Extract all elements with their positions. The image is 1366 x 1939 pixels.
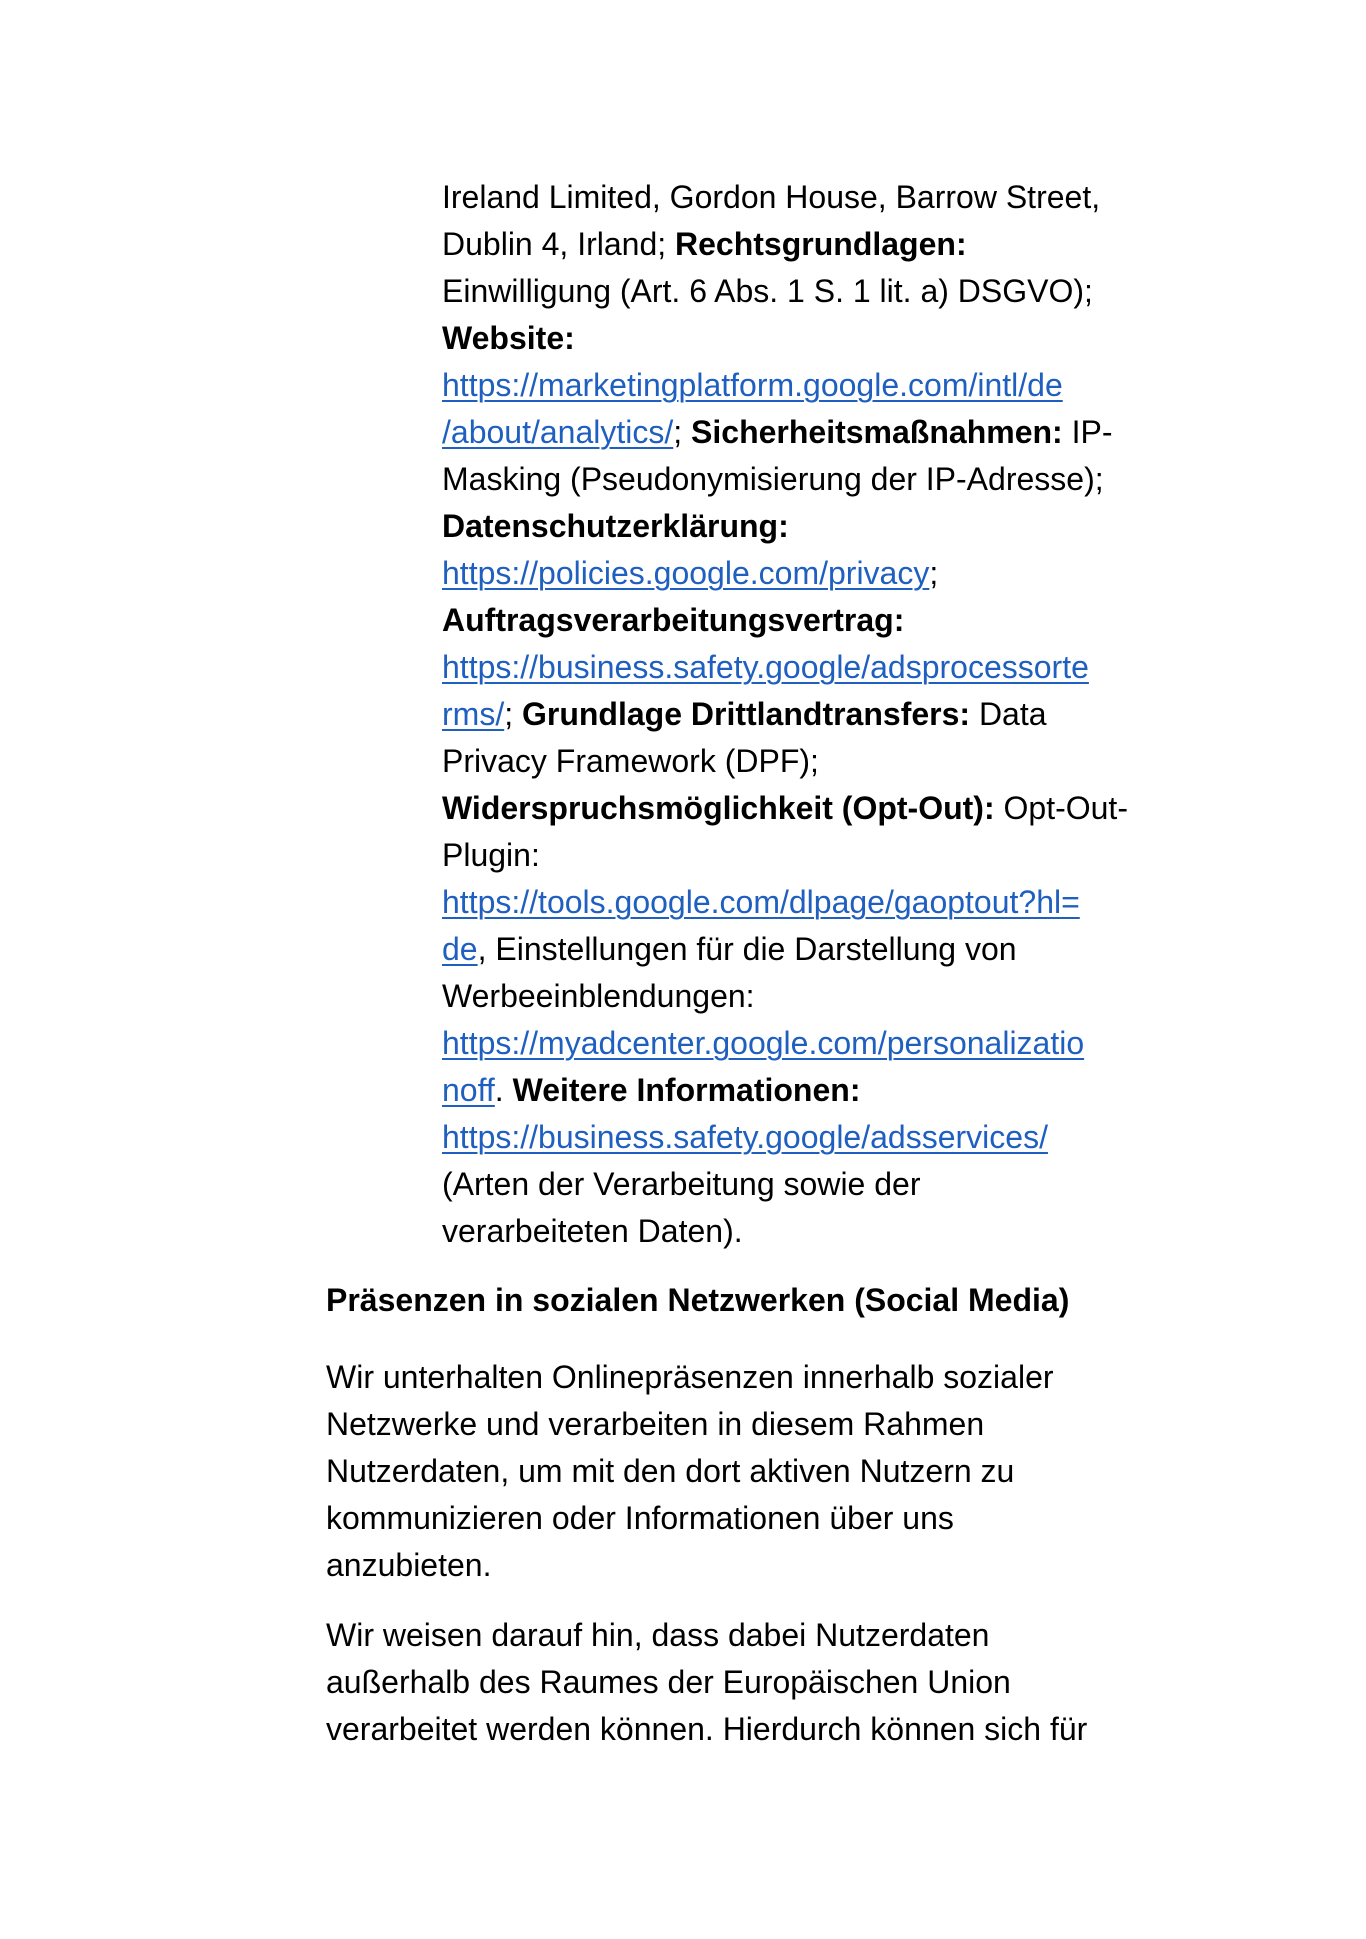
text-line: Widerspruchsmöglichkeit (Opt-Out): Opt-Out- <box>442 790 1128 826</box>
text-line: /about/analytics/; Sicherheitsmaßnahmen: IP- <box>442 414 1113 450</box>
label-opt-out: Widerspruchsmöglichkeit (Opt-Out): <box>442 790 995 826</box>
text-line: noff. Weitere Informationen: <box>442 1072 861 1108</box>
processor-terms-link[interactable]: https://business.safety.google/adsprocessorte <box>442 649 1089 685</box>
label-weitere-informationen: Weitere Informationen: <box>512 1072 861 1108</box>
processor-terms-link-continued[interactable]: rms/ <box>442 696 505 732</box>
text-line: https://policies.google.com/privacy; <box>442 555 939 591</box>
opt-out-plugin-link-continued[interactable]: de <box>442 931 478 967</box>
text-line: Ireland Limited, Gordon House, Barrow Street, <box>442 179 1101 215</box>
text-line <box>442 1020 1162 1067</box>
text-line: Wir unterhalten Onlinepräsenzen innerhalb sozialer <box>326 1359 1054 1395</box>
text-line: Nutzerdaten, um mit den dort aktiven Nutzern zu <box>326 1453 1015 1489</box>
text-line: (Arten der Verarbeitung sowie der <box>442 1166 921 1202</box>
text-line: Plugin: <box>442 837 540 873</box>
label-drittlandtransfers: Grundlage Drittlandtransfers: <box>521 696 971 732</box>
privacy-policy-link[interactable]: https://policies.google.com/privacy <box>442 555 930 591</box>
text-line: Dublin 4, Irland; Rechtsgrundlagen: <box>442 226 967 262</box>
text-line: Masking (Pseudonymisierung der IP-Adresse); <box>442 461 1104 497</box>
text-line: de, Einstellungen für die Darstellung von <box>442 931 1017 967</box>
ad-settings-link[interactable]: https://myadcenter.google.com/personalizatio <box>442 1025 1085 1061</box>
text-line: Privacy Framework (DPF); <box>442 743 819 779</box>
section-heading: Präsenzen in sozialen Netzwerken (Social Media) <box>326 1282 1070 1318</box>
text-line <box>442 644 1162 691</box>
text-line: Wir weisen darauf hin, dass dabei Nutzerdaten <box>326 1617 990 1653</box>
text-line: Einwilligung (Art. 6 Abs. 1 S. 1 lit. a) DSGVO); <box>442 273 1093 309</box>
label-website: Website: <box>442 320 575 356</box>
opt-out-plugin-link[interactable]: https://tools.google.com/dlpage/gaoptout?hl= <box>442 884 1080 920</box>
paragraph <box>326 1612 1166 1753</box>
text-line <box>442 879 1162 926</box>
label-auftragsverarbeitungsvertrag: Auftragsverarbeitungsvertrag: <box>442 602 905 638</box>
label-datenschutzerklaerung: Datenschutzerklärung: <box>442 508 789 544</box>
label-sicherheitsmassnahmen: Sicherheitsmaßnahmen: <box>691 414 1063 450</box>
ad-settings-link-continued[interactable]: noff <box>442 1072 495 1108</box>
text-line: rms/; Grundlage Drittlandtransfers: Data <box>442 696 1047 732</box>
website-link-continued[interactable]: /about/analytics/ <box>442 414 674 450</box>
text-line: anzubieten. <box>326 1547 492 1583</box>
text-line <box>442 1114 1162 1161</box>
text-line: Netzwerke und verarbeiten in diesem Rahmen <box>326 1406 985 1442</box>
website-link[interactable]: https://marketingplatform.google.com/intl/de <box>442 367 1063 403</box>
paragraph <box>326 1354 1166 1589</box>
text-line: verarbeitet werden können. Hierdurch können sich für <box>326 1711 1088 1747</box>
google-analytics-details <box>442 174 1162 1255</box>
text-line <box>442 362 1162 409</box>
ads-services-link[interactable]: https://business.safety.google/adsservices/ <box>442 1119 1048 1155</box>
text-line: außerhalb des Raumes der Europäischen Union <box>326 1664 1011 1700</box>
label-rechtsgrundlagen: Rechtsgrundlagen: <box>675 226 967 262</box>
text-line: verarbeiteten Daten). <box>442 1213 743 1249</box>
text-line: Werbeeinblendungen: <box>442 978 755 1014</box>
text-line: kommunizieren oder Informationen über uns <box>326 1500 954 1536</box>
